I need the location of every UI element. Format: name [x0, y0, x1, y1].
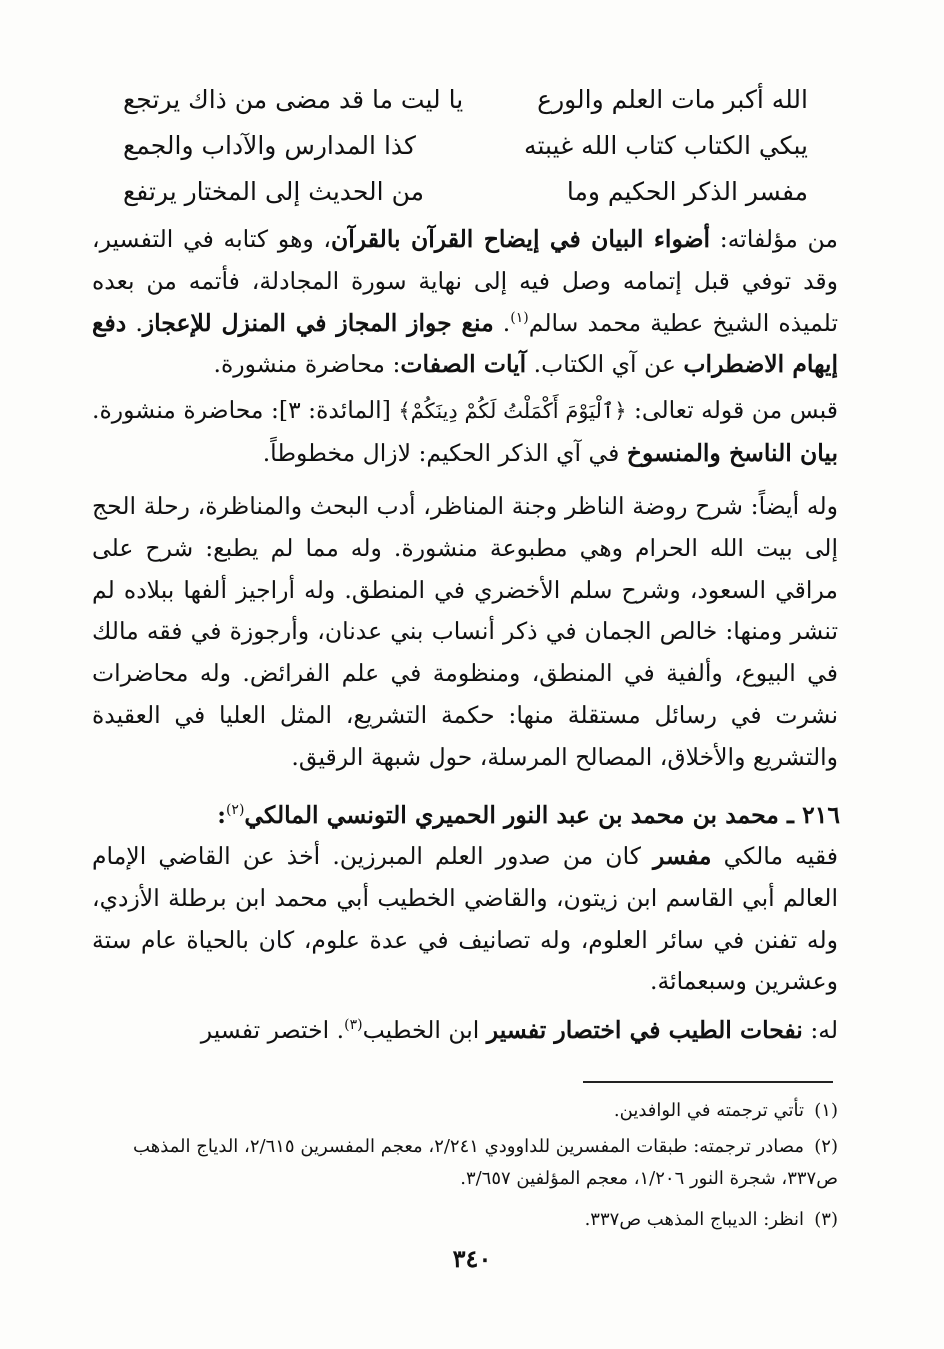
quran-quote: ﴿ٱلْيَوْمَ أَكْمَلْتُ لَكُمْ دِينَكُمْ﴾ — [398, 399, 627, 423]
keyword: مفسر — [653, 842, 712, 870]
footnote-number: (٣) — [814, 1209, 838, 1230]
verse-right-hemistich: الله أكبر مات العلم والورع — [537, 85, 808, 114]
footnote — [92, 1131, 838, 1195]
footnote-text: تأتي ترجمته في الوافدين. — [613, 1100, 804, 1121]
text-run: : محاضرة منشورة. — [213, 350, 401, 379]
text-run: له: — [802, 1016, 838, 1044]
text-run: كان من صدور العلم المبرزين. أخذ عن القاضي الإمام العالم أبي القاسم ابن زيتون، والقاضي الخطيب أبي محمد ابن برطلة الأزدي، وله تفنن في سائر العلوم، وله تصانيف في عدة علوم، كان بالحياة عام ستة وعشرين وسبعمائة. — [92, 842, 838, 996]
book-title: نفحات الطيب في اختصار تفسير — [486, 1016, 803, 1044]
footnote-text: انظر: الديباج المذهب ص٣٣٧. — [584, 1209, 804, 1230]
text-run: . اختصر تفسير — [200, 1016, 345, 1044]
heading-colon: : — [217, 801, 226, 829]
text-run: ، وهو كتابه في التفسير، وقد توفي قبل إتمامه وصل فيه إلى نهاية سورة المجادلة، فأتمه من بعده تلميذه الشيخ عطية محمد سالم — [92, 225, 838, 337]
footnote-ref: (٣) — [344, 1017, 363, 1034]
text-run: . — [126, 308, 143, 337]
entry-biography — [92, 836, 838, 1003]
footnote-number: (٢) — [814, 1136, 838, 1157]
verse-right-hemistich: يبكي الكتاب كتاب الله غيبته — [524, 131, 808, 160]
poem-verse — [95, 78, 840, 122]
book-title: أضواء البيان في إيضاح القرآن بالقرآن — [331, 225, 711, 253]
footnote-separator — [583, 1081, 833, 1083]
text-run: في آي الذكر الحكيم: لازال مخطوطاً. — [262, 438, 627, 467]
verse-left-hemistich: يا ليت ما قد مضى من ذاك يرتجع — [123, 85, 464, 114]
works-paragraph: وله أيضاً: شرح روضة الناظر وجنة المناظر، أدب البحث والمناظرة، رحلة الحج إلى بيت الله الحرام وهي مطبوعة منشورة. وله مما لم يطبع: شرح على مراقي السعود، وشرح سلم الأخضري في المنطق. وله أراجيز ألفها ببلاده لم تنشر ومنها: خالص الجمان في ذكر أنساب بني عدنان، وأرجوزة في فقه مالك في البيوع، وألفية في المنطق، ومنظومة في علم الفرائض. وله محاضرات نشرت في رسائل مستقلة منها: حكمة التشريع، المثل العليا في العقيدة والتشريع والأخلاق، المصالح المرسلة، حول شبهة الرقيق. — [92, 492, 838, 771]
footnote — [92, 1095, 838, 1127]
poem-verse — [95, 170, 840, 214]
footnote-ref: (٢) — [225, 802, 245, 819]
works-paragraph — [92, 390, 838, 475]
verse-right-hemistich: مفسر الذكر الحكيم وما — [566, 177, 808, 206]
footnote — [92, 1204, 838, 1236]
verse-left-hemistich: من الحديث إلى المختار يرتفع — [123, 177, 424, 206]
book-title: بيان الناسخ والمنسوخ — [626, 438, 838, 467]
footnote-ref: (١) — [510, 309, 529, 326]
book-title: منع جواز المجاز في المنزل للإعجاز — [142, 308, 494, 337]
entry-heading — [120, 795, 840, 835]
text-run: قبس من قوله تعالى: — [626, 396, 838, 424]
text-run: من مؤلفاته: — [710, 225, 838, 253]
text-run: عن آي الكتاب. — [526, 350, 684, 379]
book-title: دفع إيهام الاضطراب — [92, 308, 838, 379]
entry-title: ٢١٦ ـ محمد بن محمد بن عبد النور الحميري التونسي المالكي — [244, 801, 840, 829]
page-number: ٣٤٠ — [452, 1244, 492, 1273]
poem-verse — [95, 124, 840, 168]
text-run: فقيه مالكي — [711, 842, 838, 870]
footnote-text: مصادر ترجمته: طبقات المفسرين للداوودي ٢/٢٤١، معجم المفسرين ٢/٦١٥، الدياج المذهب ص٣٣٧، شجرة النور ١/٢٠٦، معجم المؤلفين ٣/٦٥٧. — [133, 1136, 838, 1189]
text-run: . — [493, 308, 511, 337]
entry-works — [92, 1010, 838, 1052]
text-run: ابن الخطيب — [362, 1016, 487, 1044]
verse-left-hemistich: كذا المدارس والآداب والجمع — [123, 131, 416, 160]
book-title: آيات الصفات — [400, 350, 527, 379]
text-run: [المائدة: ٣]: محاضرة منشورة. — [91, 396, 399, 424]
footnote-number: (١) — [814, 1100, 838, 1121]
works-paragraph — [92, 219, 838, 386]
